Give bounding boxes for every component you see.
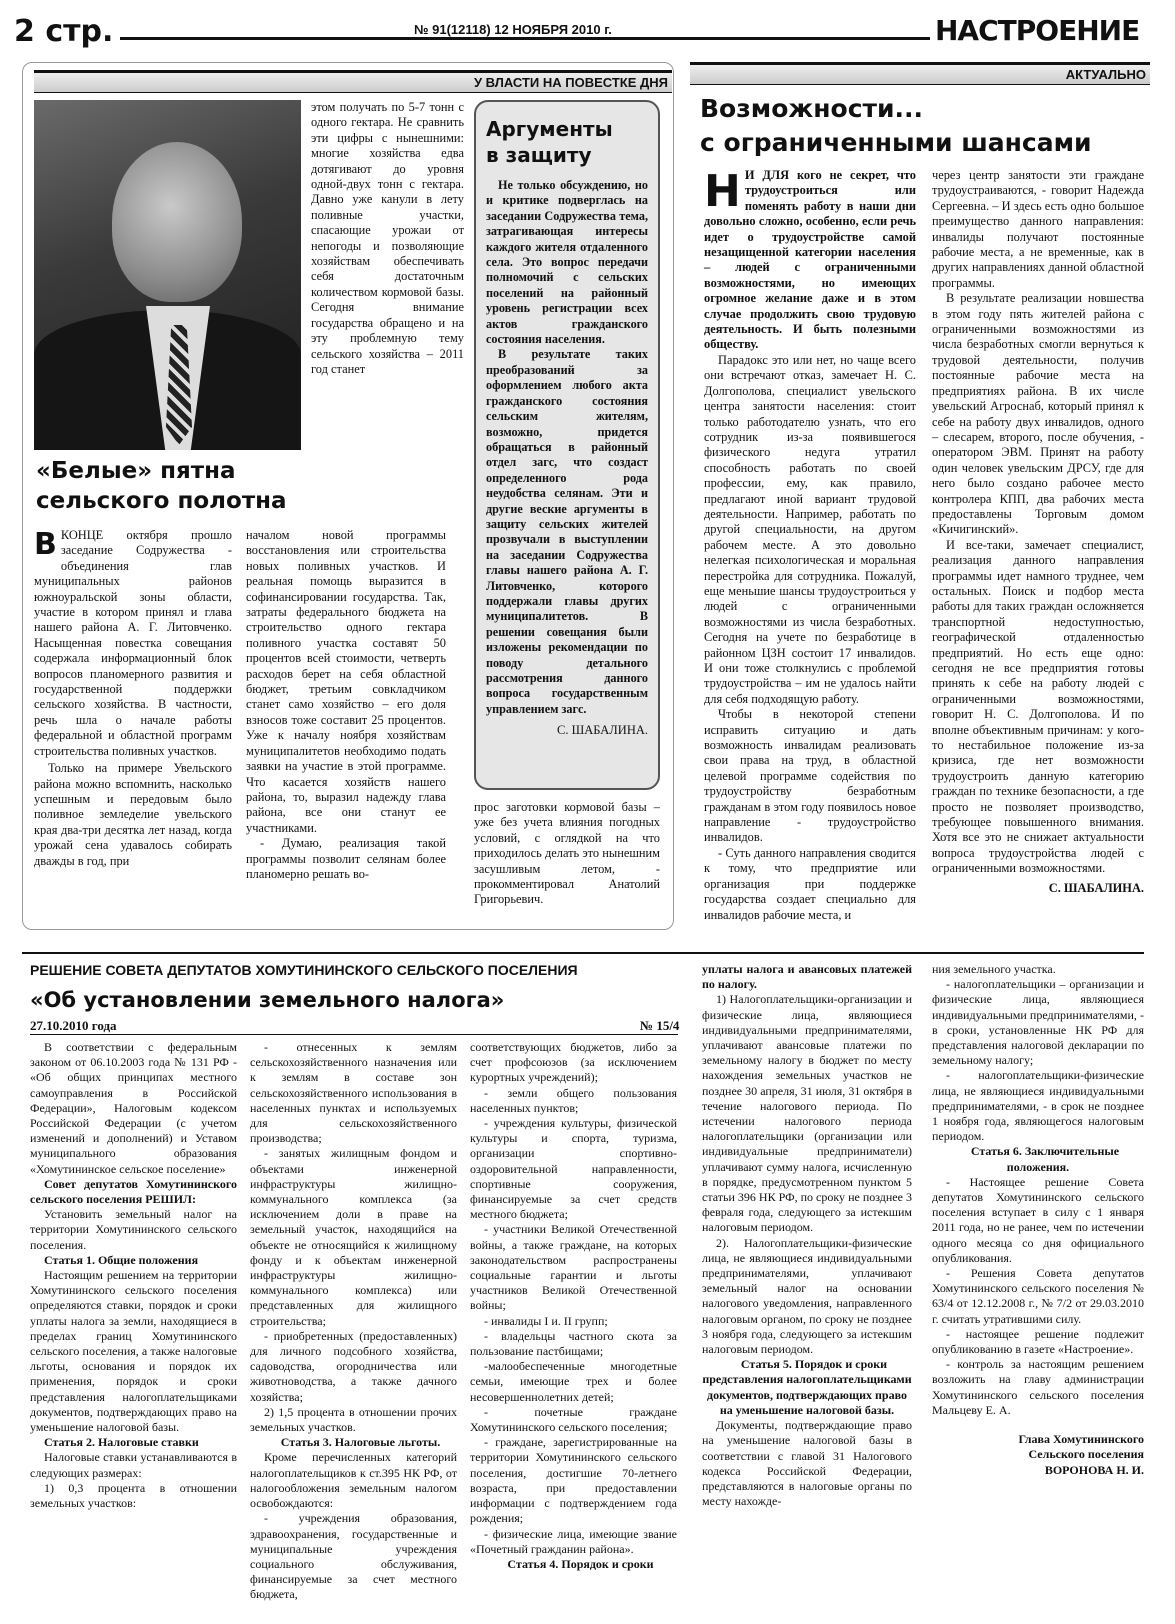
decision-rubric: РЕШЕНИЕ СОВЕТА ДЕПУТАТОВ ХОМУТИНИНСКОГО СЕЛЬСКОГО ПОСЕЛЕНИЯ	[30, 962, 578, 978]
dec-c1-p2: Установить земельный налог на территории Хомутининского сельского поселения.	[30, 1207, 237, 1252]
dec-c2-p5: Кроме перечисленных категорий налогоплательщиков к ст.395 НК РФ, от налогообложения земельным налогом освобождаются:	[250, 1450, 457, 1511]
right-col1-p2: Чтобы в некоторой степени исправить ситуацию и дать возможность инвалидам реализовать свои права на труд, в областной целевой программе содействия по трудоустройству безработным гражданам в этом году появилось новое направление - трудоустройство инвалидов.	[704, 707, 916, 845]
dec-c2-h1: Статья 3. Налоговые льготы.	[280, 1435, 441, 1450]
dec-c4-h1: уплаты налога и авансовых платежей по налогу.	[702, 962, 912, 992]
right-article-title	[700, 92, 1150, 160]
decision-col-3	[470, 1040, 677, 1572]
header-rule	[120, 37, 930, 40]
page-number: 2 стр.	[14, 14, 114, 49]
decision-col-1	[30, 1040, 237, 1511]
dec-sig1: Глава Хомутининского	[1018, 1432, 1144, 1447]
dec-c1-p5: 1) 0,3 процента в отношении земельных участков:	[30, 1480, 237, 1511]
dec-c2-p4: 2) 1,5 процента в отношении прочих земельных участков.	[250, 1404, 457, 1435]
dec-c3-p6: - владельцы частного скота за пользование пастбищами;	[470, 1328, 677, 1359]
dec-c4-p2: 2). Налогоплательщики-физические лица, не являющиеся индивидуальными предпринимателями, уплачивают земельный налог на основании налогового уведомления, направленного налоговым органом, по сроку не позднее 3 ноября года, следующего за истекшим налоговым периодом.	[702, 1235, 912, 1357]
left-col-top	[311, 100, 464, 377]
dec-c5-p4: - Настоящее решение Совета депутатов Хомутининского сельского поселения вступает в силу с 1 января 2011 года, но не ранее, чем по истечении одного месяца со дня официального опубликования.	[932, 1174, 1144, 1265]
right-title-line2: с ограниченными шансами	[700, 128, 1092, 157]
sidebar-p1: Не только обсуждению, но и критике подверглась на заседании Содружества тема, затрагивающая интересы каждого жителя отдаленного села. Это вопрос передачи полномочий с сельских поселений на районный уровень регистрации всех актов гражданского состояния населения.	[486, 178, 648, 347]
dec-c3-p4: - участники Великой Отечественной войны, а также граждане, на которых законодательством распространены социальные гарантии и льготы участников Великой Отечественной войны;	[470, 1222, 677, 1313]
dec-c3-p9: - граждане, зарегистрированные на территории Хомутининского сельского поселения, достигшие 70-летнего возраста, при предоставлении информации с подтверждением года рождения;	[470, 1435, 677, 1526]
dec-c3-p10: - физические лица, имеющие звание «Почетный гражданин района».	[470, 1526, 677, 1556]
section-divider	[22, 952, 1144, 954]
dec-c3-h1: Статья 4. Порядок и сроки	[507, 1556, 654, 1571]
dec-sig2: Сельского поселения	[1028, 1447, 1144, 1462]
decision-col-4	[702, 962, 912, 1509]
dec-c3-p1: соответствующих бюджетов, либо за счет профсоюзов (за исключением курортных учреждений);	[470, 1040, 677, 1085]
dec-sig3: ВОРОНОВА Н. И.	[1044, 1462, 1144, 1477]
issue-info: № 91(12118) 12 НОЯБРЯ 2010 г.	[410, 22, 616, 37]
newspaper-title: НАСТРОЕНИЕ	[935, 14, 1140, 47]
decision-signature	[932, 1432, 1144, 1478]
dec-c5-p5: - Решения Совета депутатов Хомутининского сельского поселения № 63/4 от 12.12.2008 г., № 7/2 от 29.03.2010 г. считать утратившими силу.	[932, 1266, 1144, 1326]
right-rubric: АКТУАЛЬНО	[690, 62, 1150, 85]
left-col2-p1: началом новой программы восстановления или строительства новых поливных участков. И реальная помощь выразится в софинансировании государства. Так, затраты федерального бюджета на строительство одного гектара поливного участка составят 50 процентов всей стоимости, четверть расходов берет на себя областной бюджет, третьим совкладчиком станет само хозяйство – его доля взносов тоже составит 25 процентов. Уже к началу ноября хозяйствам муниципалитетов необходимо подать заявки на участие в этой программе. Что касается хозяйств нашего района, то, выразил надежду глава района, все они станут ее участниками.	[246, 528, 446, 835]
dec-c2-p6: - учреждения образования, здравоохранения, государственные и муниципальные учреждения социального обслуживания, финансируемые за счет местного бюджета,	[250, 1511, 457, 1602]
sidebar-title-line2: в защиту	[486, 143, 592, 167]
dec-c3-p3: - учреждения культуры, физической культуры и спорта, туризма, организации спортивно-оздоровительной направленности, спортивные сооружения, финансируемые за счет средств местного бюджета;	[470, 1116, 677, 1222]
sidebar-box	[474, 100, 660, 790]
right-signature: С. ШАБАЛИНА.	[1048, 880, 1144, 895]
decision-date: 27.10.2010 года	[30, 1018, 117, 1033]
right-col1-p1: Парадокс это или нет, но чаще всего они встречают отказ, замечает Н. С. Долгополова, специалист увельского центра занятости населения: стоит только работодателю узнать, что его сотрудник из-за появившегося физического недуга утратил способность работать по своей профессии, ему, как правило, предлагают иной вариант трудовой деятельности. Например, работать по другой специальности, на другом рабочем месте. А это довольно нелегкая психологическая и моральная перестройка для сотрудника. Пожалуй, еще меньшие шансы трудоустроиться у людей с ограниченными возможностями из числа безработных. Сегодня на учете по безработице в районном ЦЗН состоит 17 инвалидов. И они тоже столкнулись с проблемой трудоустройства – им не удалось найти для себя подходящую работу.	[704, 352, 916, 706]
left-article-title	[36, 456, 456, 516]
dec-c5-p3: - налогоплательщики-физические лица, не являющиеся индивидуальными предпринимателями, - в срок не позднее 1 ноября года, являющегося налоговым периодом.	[932, 1068, 1144, 1144]
right-col-1	[704, 168, 916, 923]
dec-c5-p1: ния земельного участка.	[932, 962, 1056, 976]
portrait-photo	[34, 100, 301, 450]
left-col-1	[34, 528, 232, 869]
dec-c2-p2: - занятых жилищным фондом и объектами инженерной инфраструктуры жилищно-коммунального комплекса (за исключением доли в праве на земельный участок, находящийся на объекте не относящийся к жилищному фонду и к объектам инженерной инфраструктуры жилищно-коммунального комплекса) или представленных для жилищного строительства;	[250, 1146, 457, 1328]
dec-c5-p6: - настоящее решение подлежит опубликованию в газете «Настроение».	[932, 1326, 1144, 1357]
dec-c1-h1: Совет депутатов Хомутининского сельского поселения РЕШИЛ:	[30, 1176, 237, 1207]
dec-c4-p1: 1) Налогоплательщики-организации и физические лица, являющиеся индивидуальными предпринимателями, уплачивают авансовые платежи по земельному налогу в бюджет по месту нахождения земельных участков не позднее 30 апреля, 31 июля, 31 октября в течение налогового периода. По истечении налогового периода налогоплательщики (организации или индивидуальные предприниматели) уплачивают сумму налога, исчисленную в порядке, предусмотренном пунктом 5 статьи 396 НК РФ, по сроку не позднее 3 февраля года, следующего за истекшим налоговым периодом.	[702, 992, 912, 1235]
left-col-2	[246, 528, 446, 882]
right-col2-p2: В результате реализации новшества в этом году пять жителей района с ограниченными возможностями из числа безработных смогли вернуться к трудовой деятельности, получив постоянные рабочие места на предприятиях района. В их числе увельский Агроснаб, который принял к себе на работу двух инвалидов, одного – слесарем, второго, после обучения, - оператором ЭВМ. Принят на работу один человек увельским ДРСУ, где для него было создано рабочее место контролера КПП, два рабочих места предоставлены Торговым домом «Кичигинский».	[932, 291, 1144, 537]
left-col-top-text: этом получать по 5-7 тонн с одного гектара. Не сравнить эти цифры с нынешними: многие хозяйства едва дотягивают до уровня одной-двух тонн с гектара. Давно уже канули в лету поливные участки, спасающие урожаи от непогоды и позволяющие хозяйствам обеспечивать себя достаточным количеством кормовой базы. Сегодня внимание государства обращено и на эту проблемную тему сельского хозяйства – 2011 год станет	[311, 100, 464, 376]
right-col1-p3: - Суть данного направления сводится к тому, что предприятие или организация при поддержке государства создает специально для инвалидов рабочие места, и	[704, 845, 916, 922]
right-lead: И ДЛЯ кого не секрет, что трудоустроиться или поменять работу в наши дни довольно сложно, особенно, если речь идет о трудоустройстве самой незащищенной категории населения – людей с ограниченными возможностями, но имеющих огромное желание даже и в этом случае продолжить свою трудовую деятельность. И быть полезными обществу.	[704, 168, 916, 352]
dec-c4-p3: Документы, подтверждающие право на уменьшение налоговой базы в соответствии с главой 31 Налогового кодекса Российской Федерации, представляются в налоговые органы по месту нахожде-	[702, 1418, 912, 1509]
dec-c3-p8: - почетные граждане Хомутининского сельского поселения;	[470, 1404, 677, 1435]
dec-c3-p7: -малообеспеченные многодетные семьи, имеющие трех и более несовершеннолетних детей;	[470, 1359, 677, 1404]
dec-c2-p1: - отнесенных к землям сельскохозяйственного назначения или к землям в составе зон сельскохозяйственного использования в населенных пунктах и используемых для сельскохозяйственного производства;	[250, 1040, 457, 1146]
dec-c1-p4: Налоговые ставки устанавливаются в следующих размерах:	[30, 1450, 237, 1480]
sidebar-title-line1: Аргументы	[486, 117, 613, 141]
right-col2-p1: через центр занятости эти граждане трудоустраиваются, - говорит Надежда Сергеевна. – И здесь есть одно большое преимущество данного направления: инвалиды получают постоянные рабочие места, а не временные, как в других направлениях данной областной программы.	[932, 168, 1144, 290]
dec-c4-h2: Статья 5. Порядок и сроки представления налогоплательщиками документов, подтверждающих право на уменьшение налоговой базы.	[702, 1357, 912, 1417]
left-col1-p1: КОНЦЕ октября прошло заседание Содружества - объединения глав муниципальных районов южноуральской зоны области, участие в котором принял и глава нашего района А. Г. Литовченко. Насыщенная повестка совещания содержала информационный блок вопросов планомерного развития и государственной поддержки сельского хозяйства. В частности, речь шла о начале работы федеральной и областной программ строительства поливных участков.	[34, 528, 232, 758]
left-col-3	[474, 800, 660, 908]
decision-number: № 15/4	[640, 1018, 680, 1033]
left-dropcap: В	[34, 527, 57, 562]
decision-col-5	[932, 962, 1144, 1478]
right-col2-p3: И все-таки, замечает специалист, реализация данного направления программы идет намного труднее, чем остальных. Поиск и подбор места работы для таких граждан осложняется транспортной недоступностью, географической отдаленностью предприятий. Но есть еще одно: сегодня не все предприятия готовы принять к себе на работу людей с ограниченными возможностями, говорит Н. С. Долгополова. И по вполне объективным причинам: у кого-то нестабильное положение из-за кризиса, где нет возможности трудоустроить данную категорию граждан по технике безопасности, а где просто не позволяет производство, требующее повышенного внимания. Хотя все это не снижает актуальности вопроса трудоустройства людей с ограниченными возможностями.	[932, 537, 1144, 876]
dec-c5-p2: - налогоплательщики – организации и физические лица, являющиеся индивидуальными предпринимателями, - в сроки, установленные НК РФ для представления налоговой декларации по земельному налогу;	[932, 977, 1144, 1068]
right-title-line1: Возможности...	[700, 94, 924, 123]
dec-c3-p5: - инвалиды I и. II групп;	[484, 1313, 608, 1328]
decision-col-2	[250, 1040, 457, 1603]
right-dropcap: Н	[704, 166, 741, 217]
decision-rule	[30, 1034, 678, 1035]
dec-c3-p2: - земли общего пользования населенных пунктов;	[470, 1085, 677, 1115]
dec-c1-p3: Настоящим решением на территории Хомутининского сельского поселения определяются ставки, порядок и сроки уплаты налога за земли, находящиеся в пределах границ Хомутининского сельского поселения, а также налоговые льготы, основания и порядок их применения, порядок и сроки представления налогоплательщиками документов, подтверждающих право на уменьшение налоговой базы.	[30, 1268, 237, 1435]
left-col2-p2: - Думаю, реализация такой программы позволит селянам более планомерно решать во-	[246, 836, 446, 881]
dec-c1-p1: В соответствии с федеральным законом от 06.10.2003 года № 131 РФ - «Об общих принципах местного самоуправления в Российской Федерации», Налоговым кодексом Российской Федерации (с учетом изменений и дополнений) и Уставом муниципального образования «Хомутининское сельское поселение»	[30, 1040, 237, 1176]
dec-c1-h2: Статья 1. Общие положения	[44, 1252, 199, 1267]
dec-c1-h3: Статья 2. Налоговые ставки	[44, 1435, 199, 1450]
dec-c5-h1: Статья 6. Заключительные положения.	[970, 1144, 1120, 1174]
left-title-line1: «Белые» пятна	[36, 458, 236, 484]
left-rubric: У ВЛАСТИ НА ПОВЕСТКЕ ДНЯ	[34, 70, 672, 93]
decision-title: «Об установлении земельного налога»	[30, 988, 505, 1012]
dec-c2-p3: - приобретенных (предоставленных) для личного подсобного хозяйства, садоводства, огородничества или животноводства, а также дачного хозяйства;	[250, 1328, 457, 1404]
sidebar-signature: С. ШАБАЛИНА.	[557, 723, 648, 738]
left-title-line2: сельского полотна	[36, 488, 287, 514]
dec-c5-p7: - контроль за настоящим решением возложить на главу администрации Хомутининского сельского поселения Мальцеву Е. А.	[932, 1357, 1144, 1417]
sidebar-p2: В результате таких преобразований за оформлением любого акта гражданского состояния сельским жителям, возможно, придется обращаться в районный отдел загс, что создаст определенного рода неудобства селянам. Эти и другие веские аргументы в защиту сельских жителей прозвучали в выступлении на заседании Содружества главы нашего района А. Г. Литовченко, которого поддержали главы других муниципалитетов. В решении совещания были изложены рекомендации по поводу детального рассмотрения данного вопроса государственным управлением загс.	[486, 347, 648, 716]
sidebar-body	[486, 178, 648, 717]
right-col-2	[932, 168, 1144, 896]
left-col1-p2: Только на примере Увельского района можно вспомнить, насколько успешным и передовым было поливное земледелие увельского края два-три десятка лет назад, когда урожай сена удавалось собирать дважды в год, при	[34, 761, 232, 868]
left-col3-p1: прос заготовки кормовой базы – уже без учета влияния погодных условий, с оглядкой на что приходилось делать это нынешним засушливым летом, - прокомментировал Анатолий Григорьевич.	[474, 800, 660, 907]
